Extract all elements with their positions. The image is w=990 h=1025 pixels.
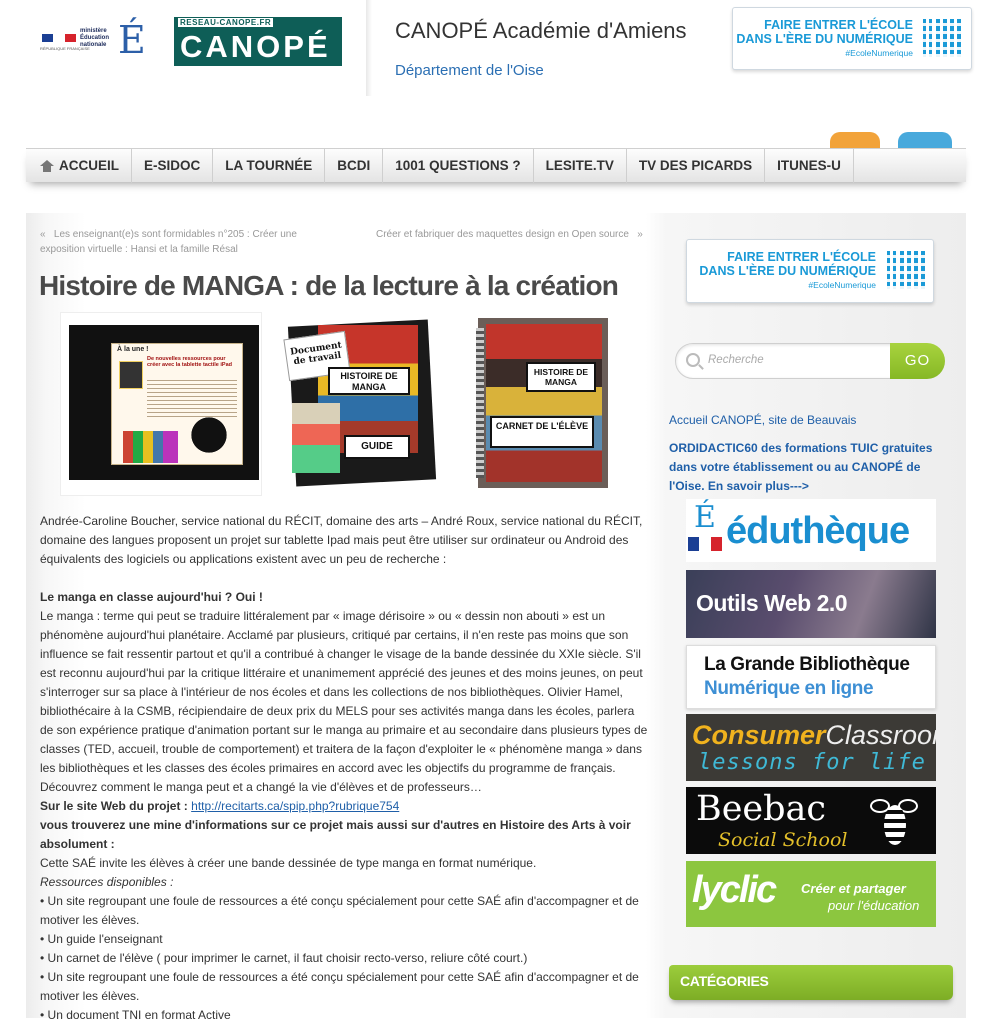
lyclic-logo: lyclic bbox=[692, 869, 776, 911]
ministry-logo[interactable] bbox=[40, 18, 146, 64]
nav-item-la-tournee[interactable]: LA TOURNÉE bbox=[213, 149, 325, 183]
ordidactic60-link[interactable]: ORDIDACTIC60 des formations TUIC gratuites dans votre établissement ou au CANOPÉ de l'Oise. En savoir plus---> bbox=[669, 441, 933, 493]
site-header bbox=[0, 0, 990, 100]
bee-icon bbox=[870, 793, 920, 849]
ministry-subtext: RÉPUBLIQUE FRANÇAISE bbox=[40, 46, 90, 51]
ecole-banner-hashtag: #EcoleNumerique bbox=[845, 48, 913, 58]
outils-web-banner[interactable] bbox=[686, 570, 936, 638]
beebac-tagline: Social School bbox=[718, 829, 848, 851]
categories-widget-header bbox=[669, 965, 953, 1000]
next-arrow-icon: » bbox=[637, 229, 643, 240]
ecole-banner-line2: DANS L'ÈRE DU NUMÉRIQUE bbox=[736, 32, 913, 46]
ecole-banner-line1: FAIRE ENTRER L'ÉCOLE bbox=[764, 18, 913, 32]
screenshot-headline: De nouvelles ressources pour créer avec la tablette tactile iPad bbox=[147, 356, 232, 368]
outils-web-title: Outils Web 2.0 bbox=[696, 590, 848, 616]
search-icon bbox=[686, 353, 700, 367]
nav-item-accueil[interactable] bbox=[26, 149, 132, 183]
accueil-canope-link[interactable]: Accueil CANOPÉ, site de Beauvais bbox=[669, 413, 857, 427]
lyclic-tagline-line1: Créer et partager bbox=[801, 881, 906, 896]
nav-item-lesite-tv[interactable]: LESITE.TV bbox=[534, 149, 627, 183]
consumer-word: Consumer bbox=[692, 720, 826, 750]
sae-text: Cette SAÉ invite les élèves à créer une bande dessinée de type manga en format numérique. bbox=[40, 856, 537, 870]
french-flag-icon bbox=[42, 34, 76, 42]
gbnl-line2: Numérique en ligne bbox=[704, 678, 874, 699]
project-site-link[interactable]: http://recitarts.ca/spip.php?rubrique754 bbox=[191, 799, 400, 813]
ecole-banner-line1: FAIRE ENTRER L'ÉCOLE bbox=[727, 250, 876, 264]
canope-logo[interactable] bbox=[174, 17, 342, 66]
search-placeholder: Recherche bbox=[708, 354, 764, 366]
header-divider bbox=[366, 0, 372, 96]
consumer-classroom-tagline: lessons for life bbox=[698, 750, 926, 775]
previous-post-link[interactable] bbox=[40, 227, 310, 257]
qr-code-icon bbox=[887, 251, 925, 289]
resource-item: • Un carnet de l'élève ( pour imprimer le carnet, il faut choisir recto-verso, reliure côté court.) bbox=[40, 951, 528, 965]
post-intro: Andrée-Caroline Boucher, service national du RÉCIT, domaine des arts – André Roux, service national du RÉCIT, domaine des langues proposent un projet sur tablette Ipad mais peut être utiliser sur ordinateur ou Android des équivalents des logiciels ou applications existent avec un peu de recherche : bbox=[40, 514, 643, 566]
guide-label: GUIDE bbox=[344, 435, 410, 459]
french-flag-icon bbox=[688, 537, 722, 551]
gbnl-line1: La Grande Bibliothèque bbox=[704, 654, 910, 675]
ecole-numerique-sidebar-banner[interactable] bbox=[686, 239, 934, 303]
next-post-title: Créer et fabriquer des maquettes design en Open source bbox=[376, 229, 629, 240]
edutheque-wordmark: éduthèque bbox=[726, 510, 910, 552]
beebac-title: Beebac bbox=[696, 789, 827, 829]
screenshot-text-lines bbox=[147, 377, 237, 417]
site-note: vous trouverez une mine d'informations sur ce projet mais aussi sur d'autres en Histoire des Arts à voir absolument : bbox=[40, 818, 631, 851]
screenshot-image bbox=[119, 361, 143, 389]
screenshot-a-la-une: À la une ! bbox=[117, 346, 149, 353]
carnet-label: CARNET DE L'ÉLÈVE bbox=[490, 416, 594, 448]
consumer-classroom-title bbox=[692, 720, 955, 751]
spiral-binding bbox=[476, 328, 484, 478]
consumer-classroom-banner[interactable] bbox=[686, 714, 955, 781]
resource-item: • Un document TNI en format Active bbox=[40, 1008, 231, 1022]
post-image-strip bbox=[60, 312, 634, 497]
post-title: Histoire de MANGA : de la lecture à la création bbox=[39, 270, 619, 301]
spacer bbox=[40, 569, 650, 588]
next-post-link[interactable] bbox=[376, 227, 646, 242]
manga-guide-cover[interactable] bbox=[284, 317, 438, 489]
resource-item: • Un site regroupant une foule de ressources a été conçu spécialement pour cette SAÉ afin d'accompagner et de motiver les élèves. bbox=[40, 970, 639, 1003]
site-label: Sur le site Web du projet : bbox=[40, 799, 192, 813]
ink-splash bbox=[186, 413, 232, 457]
nav-item-itunes-u[interactable]: ITUNES-U bbox=[765, 149, 854, 183]
section-body: Le manga : terme qui peut se traduire littéralement par « image dérisoire » ou « dessin non abouti » est un phénomène aujourd'hui planétaire. Acclamé par plusieurs, critiqué par certains, il n'en reste pas moins que son influence se fait ressentir partout et qu'il a contribué à changer le visage de la bande dessinée du XXIe siècle. S'il est reconnu aujourd'hui par la critique littéraire et unanimement apprécié des jeunes et des moins jeunes, on peut s'interroger sur sa place à l'intérieur de nos écoles et dans les collections de nos bibliothèques. Olivier Hamel, bibliothécaire à la CSMB, récipiendaire de deux prix du MELS pour ses activités manga dans les écoles, parlera de son expérience pratique d'animation portant sur le manga au primaire et au secondaire dans plusieurs types de classes (TED, accueil, trouble de comportement) et traitera de la façon d'exploiter le « phénomène manga » dans les bibliothèques et les classes des écoles primaires en accord avec les objectifs du programme de français. Découvrez comment le manga peut et a changé la vie d'élèves et de professeurs… bbox=[40, 609, 648, 794]
canope-wordmark: CANOPÉ bbox=[180, 29, 331, 64]
previous-arrow-icon: « bbox=[40, 229, 46, 240]
edutheque-e-icon: É bbox=[694, 500, 716, 535]
resource-item: • Un guide l'enseignant bbox=[40, 932, 163, 946]
categories-title: CATÉGORIES bbox=[680, 973, 769, 989]
canope-url: RESEAU-CANOPE.FR bbox=[180, 18, 272, 27]
education-e-icon: É bbox=[118, 18, 146, 62]
edutheque-banner[interactable] bbox=[686, 499, 936, 562]
nav-item-bcdi[interactable]: BCDI bbox=[325, 149, 383, 183]
site-line bbox=[40, 797, 650, 816]
nav-item-tv-des-picards[interactable]: TV DES PICARDS bbox=[627, 149, 765, 183]
lyclic-banner[interactable] bbox=[686, 861, 936, 927]
guide-doc-label: Document de travail bbox=[283, 331, 350, 381]
ecole-numerique-header-banner[interactable] bbox=[732, 7, 972, 70]
screenshot-books bbox=[123, 431, 178, 463]
grande-bibliotheque-banner[interactable] bbox=[686, 645, 936, 709]
site-subtitle: Département de l'Oise bbox=[395, 62, 544, 79]
resources-heading: Ressources disponibles : bbox=[40, 875, 174, 889]
search-form bbox=[675, 343, 945, 379]
nav-item-1001-questions[interactable]: 1001 QUESTIONS ? bbox=[383, 149, 533, 183]
previous-post-title: Les enseignant(e)s sont formidables n°205 : Créer une exposition virtuelle : Hansi et la famille Résal bbox=[40, 229, 297, 255]
bee-body bbox=[884, 805, 906, 845]
qr-code-icon bbox=[923, 19, 961, 57]
recit-website-screenshot[interactable] bbox=[60, 312, 262, 496]
post-body bbox=[40, 512, 650, 1025]
guide-cover-panels bbox=[292, 403, 340, 473]
guide-title: HISTOIRE DE MANGA bbox=[328, 367, 410, 395]
search-go-button[interactable]: GO bbox=[890, 343, 945, 379]
beebac-banner[interactable] bbox=[686, 787, 936, 854]
ecole-banner-hashtag: #EcoleNumerique bbox=[808, 280, 876, 290]
resource-item: • Un site regroupant une foule de ressources a été conçu spécialement pour cette SAÉ afin d'accompagner et de motiver les élèves. bbox=[40, 894, 639, 927]
main-nav bbox=[26, 148, 966, 182]
manga-carnet-cover[interactable] bbox=[478, 318, 612, 490]
ministry-text: ministère Éducation nationale bbox=[80, 28, 110, 48]
site-title[interactable]: CANOPÉ Académie d'Amiens bbox=[395, 18, 687, 43]
nav-item-label: ACCUEIL bbox=[59, 158, 119, 173]
section-heading: Le manga en classe aujourd'hui ? Oui ! bbox=[40, 590, 263, 604]
home-icon bbox=[40, 160, 54, 172]
lyclic-tagline-line2: pour l'éducation bbox=[828, 898, 920, 913]
nav-item-e-sidoc[interactable]: E-SIDOC bbox=[132, 149, 213, 183]
carnet-cover-art bbox=[486, 324, 602, 482]
carnet-title: HISTOIRE DE MANGA bbox=[526, 362, 596, 392]
classroom-word: Classroom bbox=[825, 720, 955, 750]
search-input[interactable] bbox=[675, 343, 897, 379]
ecole-banner-line2: DANS L'ÈRE DU NUMÉRIQUE bbox=[699, 264, 876, 278]
